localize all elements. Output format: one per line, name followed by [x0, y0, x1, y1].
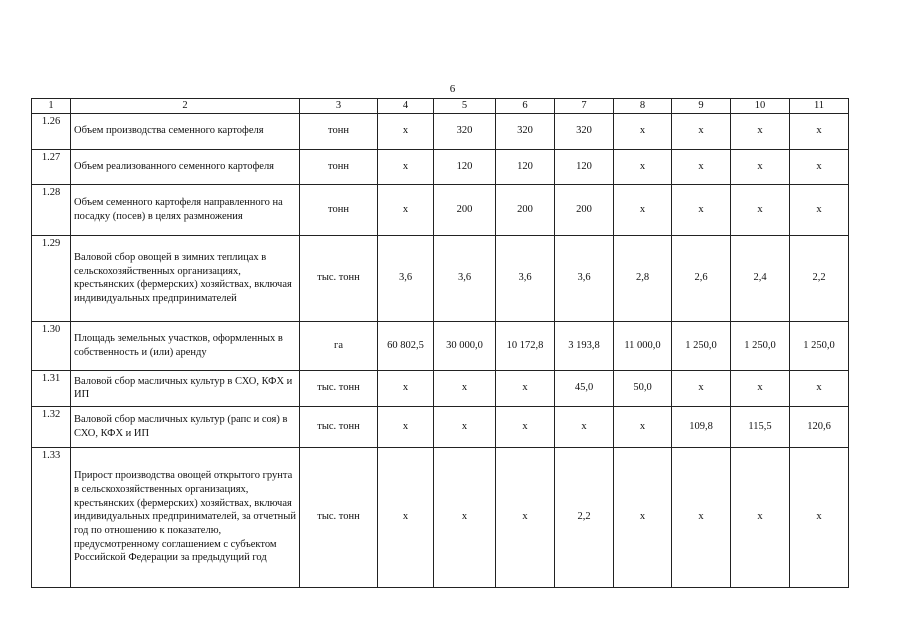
value-cell: х: [434, 406, 496, 447]
value-cell: х: [378, 149, 434, 184]
row-number: 1.30: [32, 321, 71, 370]
value-cell: х: [672, 184, 731, 235]
value-cell: 3,6: [378, 235, 434, 321]
value-cell: х: [790, 149, 849, 184]
value-cell: 1 250,0: [672, 321, 731, 370]
value-cell: 2,6: [672, 235, 731, 321]
value-cell: х: [614, 184, 672, 235]
value-cell: х: [672, 113, 731, 149]
value-cell: х: [378, 184, 434, 235]
header-cell: 6: [496, 99, 555, 114]
row-number: 1.27: [32, 149, 71, 184]
page-number: 6: [449, 83, 456, 95]
value-cell: х: [378, 370, 434, 406]
value-cell: 11 000,0: [614, 321, 672, 370]
value-cell: 120: [555, 149, 614, 184]
row-number: 1.32: [32, 406, 71, 447]
value-cell: 1 250,0: [790, 321, 849, 370]
header-cell: 3: [300, 99, 378, 114]
value-cell: х: [790, 370, 849, 406]
value-cell: 200: [496, 184, 555, 235]
value-cell: х: [790, 184, 849, 235]
value-cell: 2,2: [555, 447, 614, 587]
header-cell: 8: [614, 99, 672, 114]
row-number: 1.28: [32, 184, 71, 235]
table-row: [32, 149, 849, 184]
value-cell: х: [731, 370, 790, 406]
value-cell: 2,4: [731, 235, 790, 321]
value-cell: х: [614, 149, 672, 184]
value-cell: х: [378, 406, 434, 447]
value-cell: 115,5: [731, 406, 790, 447]
value-cell: 320: [434, 113, 496, 149]
value-cell: х: [731, 447, 790, 587]
unit-cell: тыс. тонн: [300, 406, 378, 447]
header-cell: 10: [731, 99, 790, 114]
value-cell: х: [378, 447, 434, 587]
table-row: [32, 184, 849, 235]
table-row: [32, 235, 849, 321]
value-cell: х: [731, 184, 790, 235]
value-cell: 3 193,8: [555, 321, 614, 370]
value-cell: 3,6: [496, 235, 555, 321]
value-cell: х: [496, 447, 555, 587]
value-cell: 200: [555, 184, 614, 235]
value-cell: х: [496, 406, 555, 447]
value-cell: 10 172,8: [496, 321, 555, 370]
unit-cell: тыс. тонн: [300, 370, 378, 406]
table-row: [32, 321, 849, 370]
unit-cell: тыс. тонн: [300, 235, 378, 321]
table-row: [32, 370, 849, 406]
value-cell: х: [731, 113, 790, 149]
value-cell: 45,0: [555, 370, 614, 406]
value-cell: х: [378, 113, 434, 149]
value-cell: 3,6: [555, 235, 614, 321]
header-cell: 1: [32, 99, 71, 114]
header-cell: 5: [434, 99, 496, 114]
indicator-name: Объем производства семенного картофеля: [71, 113, 300, 149]
value-cell: х: [672, 370, 731, 406]
header-cell: 2: [71, 99, 300, 114]
value-cell: 3,6: [434, 235, 496, 321]
value-cell: 1 250,0: [731, 321, 790, 370]
value-cell: х: [672, 149, 731, 184]
value-cell: х: [614, 406, 672, 447]
indicators-table: [31, 98, 849, 588]
table-row: [32, 447, 849, 587]
value-cell: х: [496, 370, 555, 406]
value-cell: 60 802,5: [378, 321, 434, 370]
unit-cell: тонн: [300, 184, 378, 235]
value-cell: 320: [555, 113, 614, 149]
unit-cell: тыс. тонн: [300, 447, 378, 587]
value-cell: 120: [434, 149, 496, 184]
indicator-name: Объем семенного картофеля направленного на посадку (посев) в целях размножения: [71, 184, 300, 235]
value-cell: 120,6: [790, 406, 849, 447]
value-cell: 30 000,0: [434, 321, 496, 370]
unit-cell: тонн: [300, 149, 378, 184]
value-cell: 320: [496, 113, 555, 149]
value-cell: х: [614, 447, 672, 587]
value-cell: х: [672, 447, 731, 587]
unit-cell: тонн: [300, 113, 378, 149]
header-row: [32, 99, 849, 114]
value-cell: х: [790, 447, 849, 587]
header-cell: 9: [672, 99, 731, 114]
value-cell: 120: [496, 149, 555, 184]
row-number: 1.31: [32, 370, 71, 406]
table-row: [32, 113, 849, 149]
indicator-name: Валовой сбор овощей в зимних теплицах в сельскохозяйственных организациях, крестьянских (фермерских) хозяйствах, включая индивидуальных предпринимателей: [71, 235, 300, 321]
indicator-name: Валовой сбор масличных культур (рапс и соя) в СХО, КФХ и ИП: [71, 406, 300, 447]
indicator-name: Прирост производства овощей открытого грунта в сельскохозяйственных организациях, крестьянских (фермерских) хозяйствах, включая индивидуальных предпринимателей, за отчетный год по отношению к показателю, предусмотренному соглашением с субъектом Российской Федерации за предыдущий год: [71, 447, 300, 587]
header-cell: 4: [378, 99, 434, 114]
value-cell: 50,0: [614, 370, 672, 406]
indicator-name: Объем реализованного семенного картофеля: [71, 149, 300, 184]
unit-cell: га: [300, 321, 378, 370]
value-cell: 2,8: [614, 235, 672, 321]
value-cell: х: [614, 113, 672, 149]
value-cell: х: [434, 370, 496, 406]
value-cell: х: [434, 447, 496, 587]
row-number: 1.29: [32, 235, 71, 321]
header-cell: 7: [555, 99, 614, 114]
value-cell: х: [731, 149, 790, 184]
value-cell: х: [555, 406, 614, 447]
value-cell: х: [790, 113, 849, 149]
indicator-name: Площадь земельных участков, оформленных в собственность и (или) аренду: [71, 321, 300, 370]
indicator-name: Валовой сбор масличных культур в СХО, КФХ и ИП: [71, 370, 300, 406]
header-cell: 11: [790, 99, 849, 114]
value-cell: 2,2: [790, 235, 849, 321]
table-row: [32, 406, 849, 447]
row-number: 1.33: [32, 447, 71, 587]
value-cell: 200: [434, 184, 496, 235]
row-number: 1.26: [32, 113, 71, 149]
value-cell: 109,8: [672, 406, 731, 447]
